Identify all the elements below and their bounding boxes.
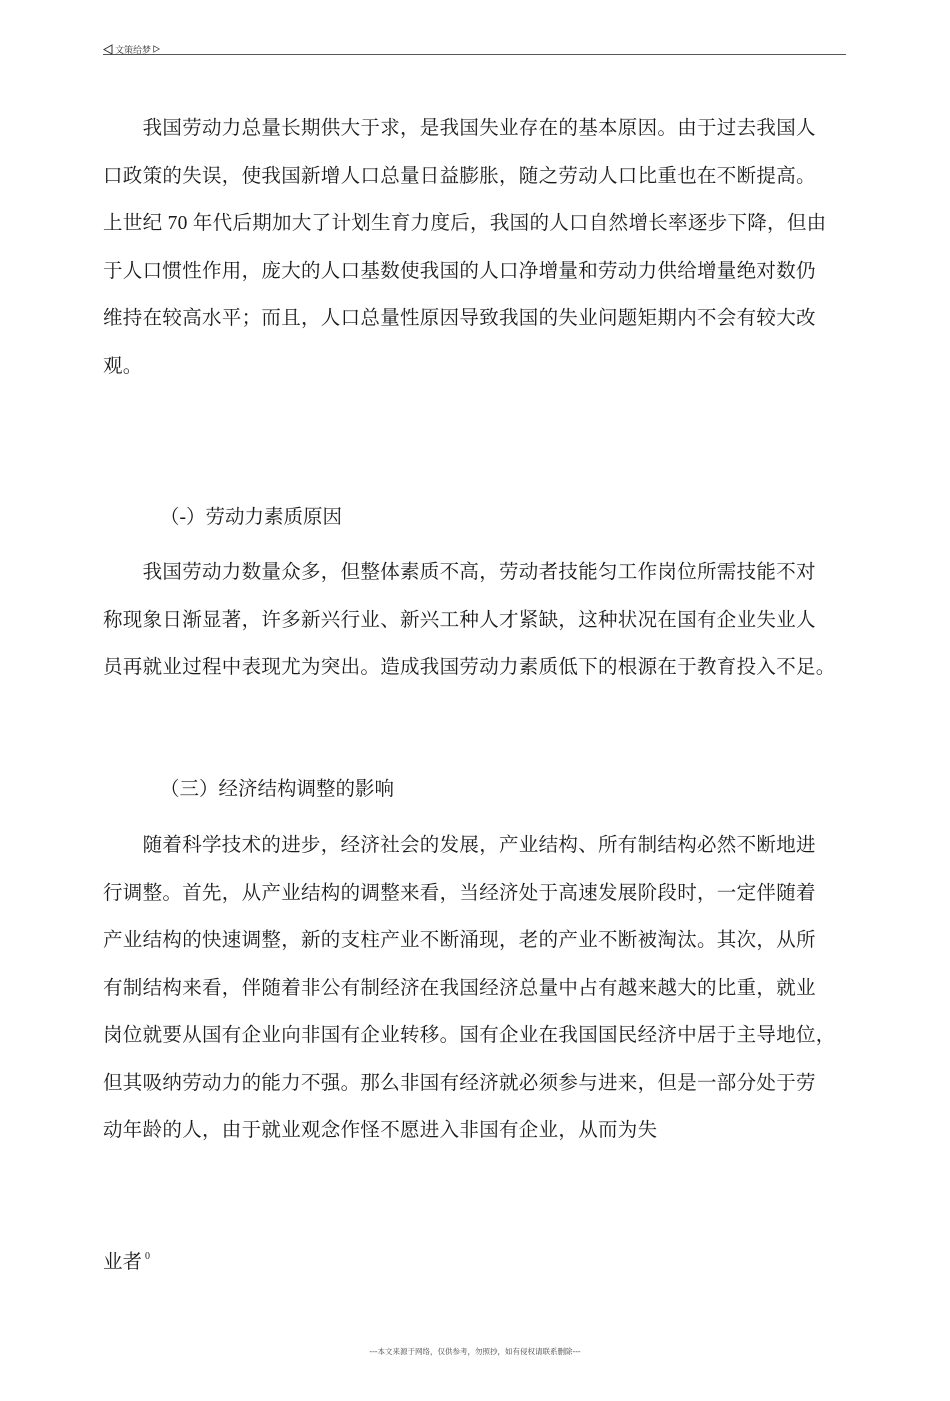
paragraph-line: 行调整。首先，从产业结构的调整来看，当经济处于高速发展阶段时，一定伴随着 [103, 882, 816, 904]
paragraph-line: 称现象日渐显著，许多新兴行业、新兴工种人才紧缺，这种状况在国有企业失业人 [103, 609, 816, 631]
paragraph-line: 随着科学技术的进步，经济社会的发展，产业结构、所有制结构必然不断地进 [103, 835, 816, 856]
triangle-left-icon [103, 44, 113, 55]
paragraph-line: 观。 [103, 355, 143, 377]
paragraph-line: 维持在较高水平；而且，人口总量性原因导致我国的失业问题矩期内不会有较大改 [103, 308, 816, 329]
paragraph-line: 上世纪 70 年代后期加大了计划生育力度后，我国的人口自然增长率逐步下降，但由 [103, 213, 827, 234]
paragraph-labor-supply [103, 110, 851, 385]
page-footer: ---本文来源于网络，仅供参考，勿照抄，如有侵权请联系删除--- [369, 1347, 581, 1356]
paragraph-line: 口政策的失误，使我国新增人口总量日益膨胀，随之劳动人口比重也在不断提高。 [103, 165, 816, 187]
paragraph-line: 于人口惯性作用，庞大的人口基数使我国的人口净增量和劳动力供给增量绝对数仍 [103, 260, 816, 282]
paragraph-line: 产业结构的快速调整，新的支柱产业不断涌现，老的产业不断被淘汰。其次，从所 [103, 930, 816, 951]
footnote-mark: 0 [145, 1251, 151, 1262]
section-heading-structural-adjustment: （三）经济结构调整的影响 [160, 779, 395, 800]
paragraph-line: 但其吸纳劳动力的能力不强。那么非国有经济就必须参与进来，但是一部分处于劳 [103, 1072, 816, 1094]
header-divider [103, 54, 846, 55]
triangle-right-icon [153, 45, 160, 53]
header-title: 文策给梦 [115, 45, 152, 56]
paragraph-tail [103, 1238, 150, 1282]
tail-text: 业者 [103, 1252, 143, 1273]
paragraph-labor-quality [103, 554, 851, 687]
paragraph-line: 动年龄的人，由于就业观念作怪不愿进入非国有企业，从而为失 [103, 1120, 658, 1141]
paragraph-line: 岗位就要从国有企业向非国有企业转移。国有企业在我国国民经济中居于主导地位， [103, 1025, 836, 1046]
section-heading-labor-quality: （-）劳动力素质原因 [160, 507, 342, 528]
paragraph-structural-adjustment [103, 827, 851, 1150]
paragraph-line: 有制结构来看，伴随着非公有制经济在我国经济总量中占有越来越大的比重，就业 [103, 977, 816, 999]
paragraph-line: 员再就业过程中表现尤为突出。造成我国劳动力素质低下的根源在于教育投入不足。 [103, 657, 836, 678]
paragraph-line: 我国劳动力总量长期供大于求，是我国失业存在的基本原因。由于过去我国人 [103, 118, 816, 139]
paragraph-line: 我国劳动力数量众多，但整体素质不高，劳动者技能匀工作岗位所需技能不对 [103, 562, 816, 583]
